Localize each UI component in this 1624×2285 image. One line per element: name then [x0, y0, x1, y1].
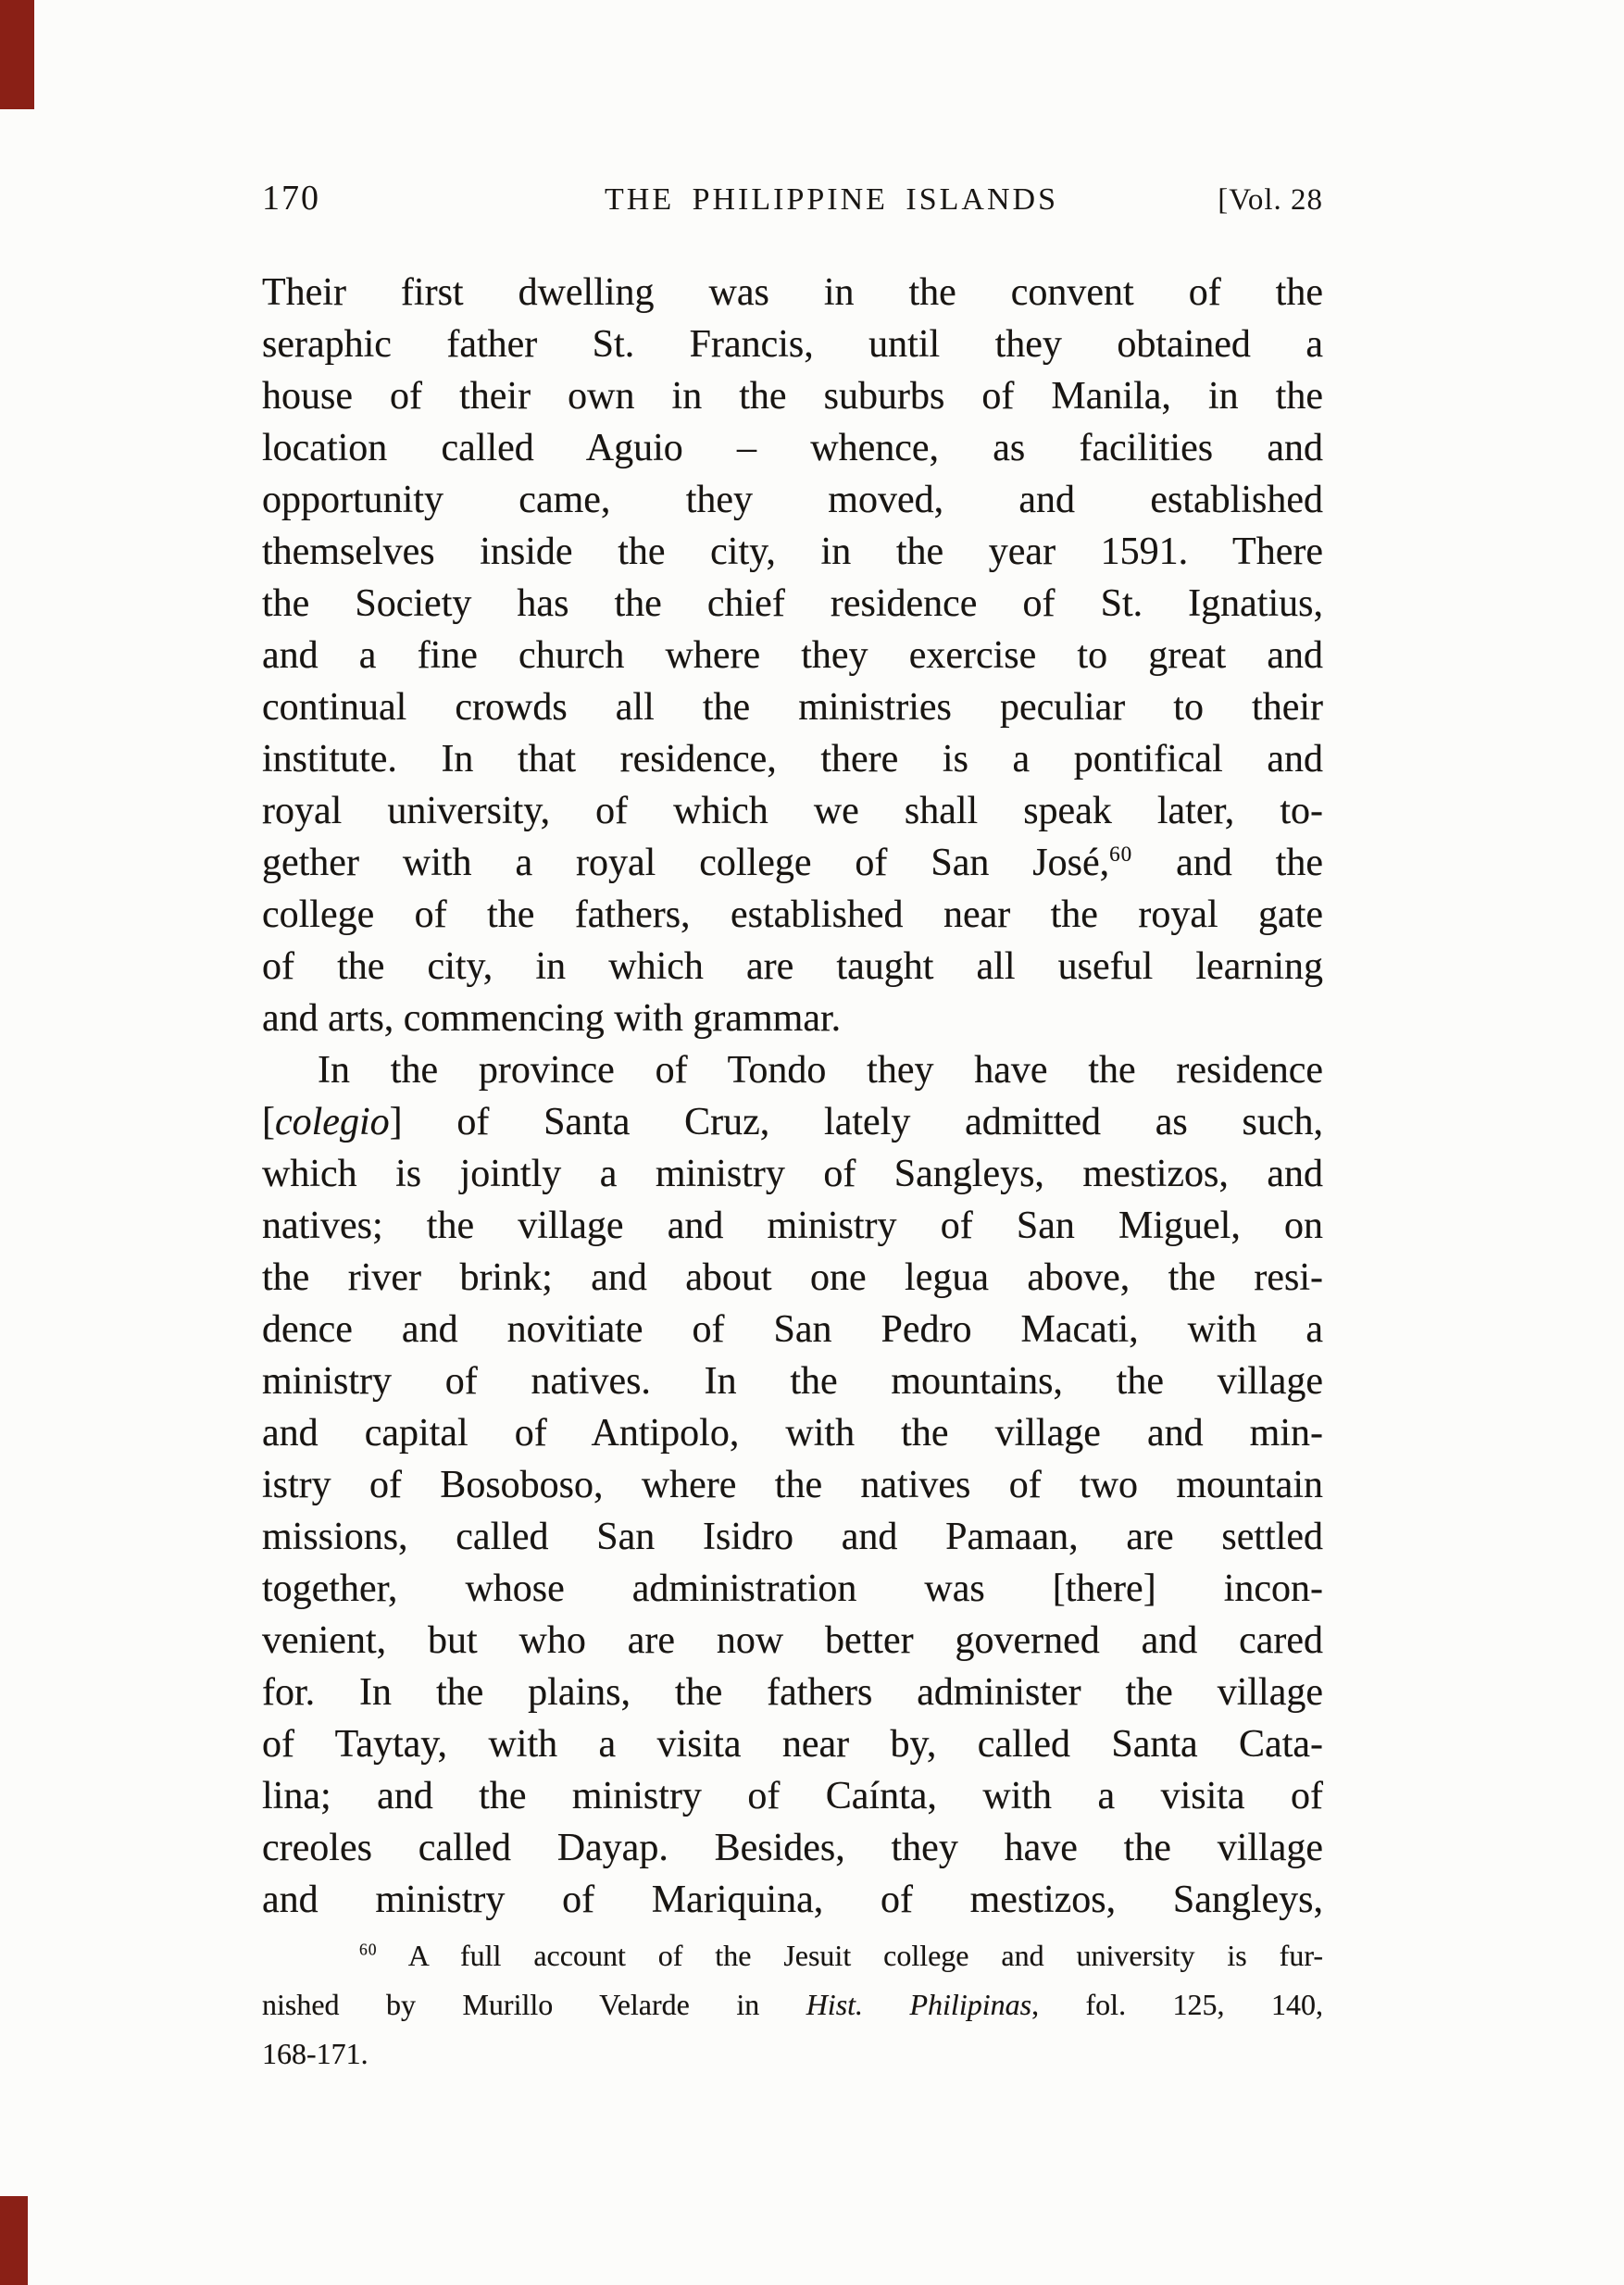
body-line [262, 1304, 1323, 1355]
text-segment: 168-171. [262, 2037, 369, 2070]
text-segment: together, whose administration was [there] incon- [262, 1567, 1323, 1610]
text-segment: , fol. 125, 140, [1031, 1988, 1324, 2021]
text-segment: creoles called Dayap. Besides, they have the village [262, 1827, 1323, 1869]
text-segment: Their first dwelling was in the convent of the [262, 271, 1323, 314]
footnote-line [262, 2029, 1323, 2079]
body-line [262, 1511, 1323, 1563]
text-segment: [ [262, 1101, 275, 1143]
text-segment: natives; the village and ministry of San Miguel, on [262, 1205, 1323, 1247]
scan-edge-artifact-top [0, 0, 34, 109]
text-segment: and capital of Antipolo, with the village and min- [262, 1412, 1323, 1455]
page-number: 170 [262, 179, 320, 218]
text-segment: ] of Santa Cruz, lately admitted as such, [389, 1101, 1323, 1143]
text-segment: royal university, of which we shall speak later, to- [262, 790, 1323, 832]
text-segment: gether with a royal college of San José, [262, 842, 1110, 884]
body-line [262, 1822, 1323, 1874]
body-line [262, 1200, 1323, 1252]
text-segment: opportunity came, they moved, and established [262, 479, 1323, 521]
text-segment: lina; and the ministry of Caínta, with a visita of [262, 1775, 1323, 1817]
text-segment: seraphic father St. Francis, until they obtained a [262, 323, 1323, 366]
text-segment: In the province of Tondo they have the residence [318, 1049, 1323, 1092]
body-line [262, 1355, 1323, 1407]
volume-label: [Vol. 28 [1218, 183, 1323, 217]
text-segment: of the city, in which are taught all useful learning [262, 945, 1323, 988]
text-segment: dence and novitiate of San Pedro Macati, with a [262, 1308, 1323, 1351]
text-segment: location called Aguio – whence, as facilities and [262, 427, 1323, 469]
italic-text: Hist. Philipinas [806, 1988, 1032, 2021]
text-segment: which is jointly a ministry of Sangleys, mestizos, and [262, 1153, 1323, 1195]
body-line [262, 837, 1323, 889]
body-line [262, 1148, 1323, 1200]
footnote [262, 1931, 1323, 2079]
body-line [262, 1459, 1323, 1511]
body-line [262, 733, 1323, 785]
text-segment: and arts, commencing with grammar. [262, 997, 842, 1040]
italic-text: colegio [275, 1101, 390, 1143]
text-segment: and ministry of Mariquina, of mestizos, Sangleys, [262, 1879, 1323, 1921]
body-line [262, 1096, 1323, 1148]
body-line [262, 578, 1323, 630]
text-segment: college of the fathers, established near the royal gate [262, 893, 1323, 936]
body-line [262, 889, 1323, 941]
text-segment: and a fine church where they exercise to great and [262, 634, 1323, 677]
body-line [262, 1874, 1323, 1926]
footnote-ref-marker: 60 [1109, 842, 1133, 866]
text-segment: and the [1132, 842, 1323, 884]
text-segment: institute. In that residence, there is a pontifical and [262, 738, 1323, 780]
body-line [262, 1718, 1323, 1770]
text-segment: missions, called San Isidro and Pamaan, are settled [262, 1516, 1323, 1558]
body-line [262, 526, 1323, 578]
text-segment: venient, but who are now better governed and cared [262, 1619, 1323, 1662]
text-segment: house of their own in the suburbs of Manila, in the [262, 375, 1323, 418]
footnote-ref-marker: 60 [359, 1940, 378, 1959]
body-line [262, 1252, 1323, 1304]
text-segment: A full account of the Jesuit college and university is fur- [377, 1939, 1323, 1972]
text-segment: of Taytay, with a visita near by, called Santa Cata- [262, 1723, 1323, 1766]
body-line [262, 318, 1323, 370]
body-line [262, 1770, 1323, 1822]
body-line [262, 1407, 1323, 1459]
body-line [262, 1615, 1323, 1667]
text-segment: continual crowds all the ministries peculiar to their [262, 686, 1323, 729]
body-line [262, 1667, 1323, 1718]
body-line [262, 370, 1323, 422]
body-line [262, 474, 1323, 526]
body-line [262, 267, 1323, 318]
footnote-line [262, 1980, 1323, 2029]
body-line [262, 1563, 1323, 1615]
text-segment: istry of Bosoboso, where the natives of two mountain [262, 1464, 1323, 1506]
body-line [262, 941, 1323, 993]
text-segment: the Society has the chief residence of St. Ignatius, [262, 582, 1323, 625]
scan-edge-artifact-bottom [0, 2196, 28, 2285]
text-segment: ministry of natives. In the mountains, the village [262, 1360, 1323, 1403]
text-segment: the river brink; and about one legua above, the resi- [262, 1256, 1323, 1299]
footnote-line [262, 1931, 1323, 1980]
text-segment: for. In the plains, the fathers administer the village [262, 1671, 1323, 1714]
body-text [262, 267, 1323, 1926]
text-segment: nished by Murillo Velarde in [262, 1988, 806, 2021]
body-line [262, 993, 1323, 1044]
running-title: THE PHILIPPINE ISLANDS [605, 182, 1058, 217]
page-header [262, 178, 1323, 219]
body-line [262, 785, 1323, 837]
body-line [262, 630, 1323, 681]
text-segment: themselves inside the city, in the year 1591. There [262, 531, 1323, 573]
body-line [262, 681, 1323, 733]
body-line [262, 1044, 1323, 1096]
body-line [262, 422, 1323, 474]
